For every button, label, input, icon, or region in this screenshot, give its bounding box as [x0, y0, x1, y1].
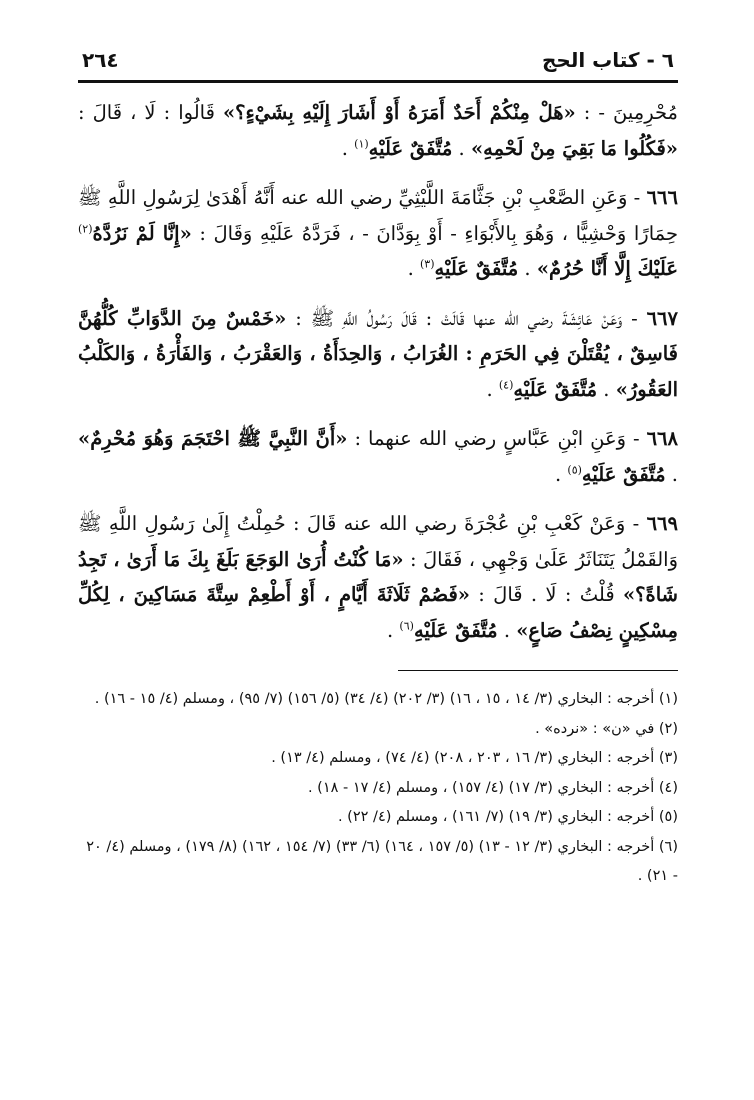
narration-text: قَالُوا : لَا ، قَالَ : — [78, 101, 223, 124]
footnote-ref[interactable]: (٦) — [399, 619, 414, 632]
prophetic-quote: «إِنَّا لَمْ نَرُدَّهُ — [92, 221, 192, 245]
running-header — [78, 48, 678, 78]
hadith-666 — [78, 180, 678, 287]
grading-label: مُتَّفَقٌ عَلَيْهِ — [368, 136, 453, 160]
prophetic-quote: «خَمْسٌ مِنَ الدَّوَابِّ كُلُّهُنَّ فَاسِقٌ ، يُقْتَلْنَ فِي الحَرَمِ : الغُرَابُ ، وَالحِدَأَةُ ، وَالعَقْرَبُ ، وَالفَأْرَةُ ، وَالكَلْبُ العَقُورُ» — [78, 306, 678, 401]
footnote-5: (٥) أخرجه : البخاري (٣/ ١٩) (٧/ ١٦١) ، ومسلم (٤/ ٢٢) . — [337, 809, 678, 825]
hadith-number: ٦٦٧ — [646, 306, 678, 330]
chapter-title: ٦ - كتاب الحج — [541, 48, 674, 72]
hadith-668 — [78, 421, 678, 492]
punctuation: . — [452, 136, 471, 160]
footnote-3: (٣) أخرجه : البخاري (٣/ ١٦ ، ٢٠٣ ، ٢٠٨) (٤/ ٧٤) ، ومسلم (٤/ ١٣) . — [271, 750, 678, 766]
prophetic-quote: «هَلْ مِنْكُمْ أَحَدٌ أَمَرَهُ أَوْ أَشَارَ إِلَيْهِ بِشَيْءٍ؟» — [222, 101, 576, 124]
grading-label: مُتَّفَقٌ عَلَيْهِ — [513, 377, 598, 401]
book-page — [78, 48, 678, 892]
narration-text: - وَعَنْ كَعْبِ بْنِ عُجْرَةَ رضي الله عنه قَالَ : حُمِلْتُ إِلَىٰ رَسُولِ اللَّهِ ﷺ وَالقَمْلُ يَتَنَاثَرُ عَلَىٰ وَجْهِي ، فَقَالَ : — [78, 512, 678, 571]
prophetic-quote: «فَصُمْ ثَلَاثَةَ أَيَّامٍ ، أَوْ أَطْعِمْ سِتَّةَ مَسَاكِينَ ، لِكُلِّ مِسْكِينٍ نِصْفُ صَاعٍ» — [78, 583, 678, 642]
punctuation: . — [486, 377, 499, 401]
grading-label: مُتَّفَقٌ عَلَيْهِ — [413, 618, 498, 642]
footnote-ref[interactable]: (٥) — [567, 463, 582, 476]
hadith-669 — [78, 506, 678, 648]
footnote-4: (٤) أخرجه : البخاري (٣/ ١٧) (٤/ ١٥٧) ، ومسلم (٤/ ١٧ - ١٨) . — [307, 779, 678, 796]
punctuation: . — [554, 462, 568, 486]
footnote-ref[interactable]: (٤) — [498, 378, 514, 391]
narration-text: قُلْتُ : لَا . قَالَ : — [469, 583, 623, 606]
punctuation: . — [665, 462, 678, 486]
main-text — [78, 95, 678, 648]
punctuation: . — [387, 618, 400, 642]
grading-label: مُتَّفَقٌ عَلَيْهِ — [434, 257, 519, 280]
punctuation: . — [497, 618, 517, 642]
footnotes — [78, 685, 678, 892]
hadith-number: ٦٦٨ — [646, 427, 678, 450]
footnote-ref[interactable]: (٣) — [420, 257, 435, 271]
punctuation: . — [518, 257, 537, 280]
narration-text: مُحْرِمِينَ - : — [575, 101, 678, 124]
footnote-1: (١) أخرجه : البخاري (٣/ ١٤ ، ١٥ ، ١٦) (٣/ ٢٠٢) (٤/ ٣٤) (٥/ ١٥٦) (٧/ ٩٥) ، ومسلم (٤/ ١٥ - ١٦) . — [94, 691, 678, 707]
footnote-ref[interactable]: (٢) — [78, 222, 93, 235]
prophetic-quote: «مَا كُنْتُ أُرَىٰ الوَجَعَ بَلَغَ بِكَ مَا أَرَىٰ ، تَجِدُ شَاةً؟» — [78, 547, 678, 606]
prophetic-quote: «أَنَّ النَّبِيَّ ﷺ احْتَجَمَ وَهُوَ مُحْرِمٌ» — [78, 427, 348, 450]
hadith-number: ٦٦٩ — [646, 512, 678, 535]
grading-label: مُتَّفَقٌ عَلَيْهِ — [581, 462, 666, 486]
header-rule — [78, 80, 678, 83]
footnote-6: (٦) أخرجه : البخاري (٣/ ١٢ - ١٣) (٥/ ١٥٧ ، ١٦٤) (٦/ ٣٣) (٧/ ١٥٤ ، ١٦٢) (٨/ ١٧٩) ، ومسلم (٤/ ٢٠ - ٢١) . — [86, 838, 678, 884]
hadith-continuation — [78, 95, 678, 166]
page-number: ٢٦٤ — [82, 48, 119, 72]
footnote-2: (٢) في «ن» : «نرده» . — [535, 720, 678, 737]
footnote-divider — [398, 670, 678, 671]
footnote-ref[interactable]: (١) — [354, 137, 369, 150]
narration-text: - وَعَنِ ابْنِ عَبَّاسٍ رضي الله عنهما : — [347, 427, 647, 450]
hadith-667 — [78, 301, 678, 408]
prophetic-quote: عَلَيْكَ إِلَّا أَنَّا حُرُمٌ» — [536, 257, 678, 280]
prophetic-quote: «فَكُلُوا مَا بَقِيَ مِنْ لَحْمِهِ» — [470, 136, 678, 160]
punctuation: . — [407, 257, 420, 280]
punctuation: . — [597, 377, 616, 401]
hadith-number: ٦٦٦ — [646, 186, 678, 209]
narration-text: - وَعَنِ الصَّعْبِ بْنِ جَثَّامَةَ اللَّيْثِيِّ رضي الله عنه أَنَّهُ أَهْدَىٰ لِرَسُولِ اللَّهِ ﷺ حِمَارًا وَحْشِيًّا ، وَهُوَ بِالأَبْوَاءِ - أَوْ بِوَدَّانَ - ، فَرَدَّهُ عَلَيْهِ وَقَالَ : — [78, 186, 678, 245]
narration-text: - وَعَنْ عَائِشَةَ رضي الله عنها قَالَتْ : قَالَ رَسُولُ اللَّهِ ﷺ : — [286, 306, 647, 330]
punctuation: . — [341, 136, 355, 160]
